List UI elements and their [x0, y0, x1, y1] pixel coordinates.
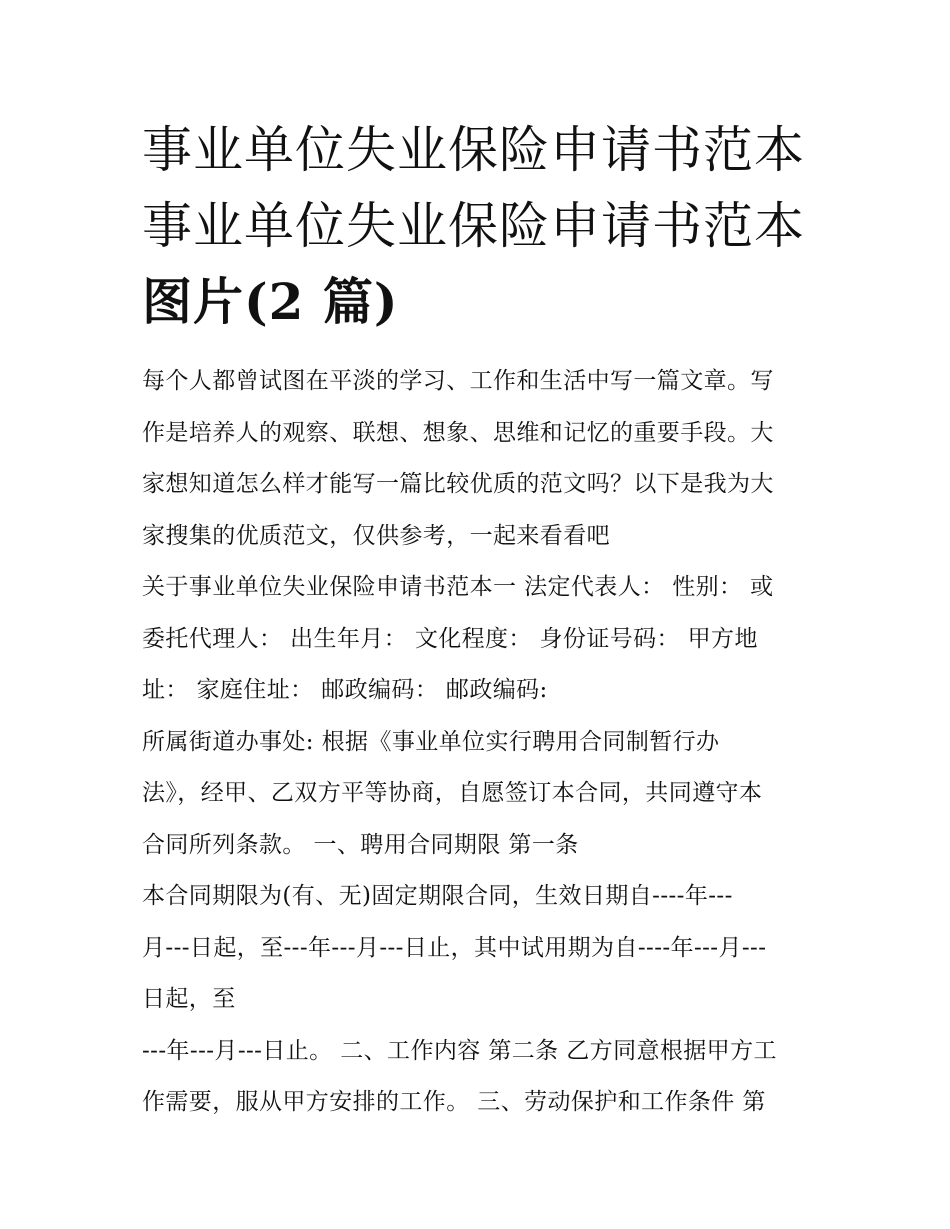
body-line: 法》，经甲、乙双方平等协商，自愿签订本合同，共同遵守本 — [142, 780, 763, 806]
body-line: 日起，至 — [142, 986, 236, 1012]
body-line: 所属街道办事处: 根据《事业单位实行聘用合同制暂行办 — [142, 728, 720, 755]
body-line: ---年---月---日止。 二、工作内容 第二条 乙方同意根据甲方工 — [142, 1037, 777, 1064]
body-line: 月---日起，至---年---月---日止，其中试用期为自----年---月--- — [142, 934, 767, 961]
body-line: 家搜集的优质范文，仅供参考，一起来看看吧 — [142, 522, 610, 549]
body-line: 合同所列条款。 一、聘用合同期限 第一条 — [142, 831, 579, 858]
body-line: 本合同期限为(有、无)固定期限合同，生效日期自----年--- — [142, 883, 733, 909]
body-line: 每个人都曾试图在平淡的学习、工作和生活中写一篇文章。写 — [142, 368, 774, 394]
body-line: 作是培养人的观察、联想、想象、思维和记忆的重要手段。大 — [142, 419, 774, 446]
body-line: 关于事业单位失业保险申请书范本一 法定代表人： 性别： 或 — [142, 574, 774, 600]
title-line-3: 图片(2 篇) — [142, 272, 399, 331]
title-line-1: 事业单位失业保险申请书范本 — [142, 121, 805, 179]
body-line: 址： 家庭住址： 邮政编码： 邮政编码: — [142, 677, 548, 703]
body-line: 作需要，服从甲方安排的工作。 三、劳动保护和工作条件 第 — [142, 1089, 766, 1115]
title-line-2: 事业单位失业保险申请书范本 — [142, 197, 805, 255]
body-line: 家想知道怎么样才能写一篇比较优质的范文吗？以下是我为大 — [142, 471, 774, 497]
document-title — [142, 112, 842, 340]
document-body — [142, 356, 832, 1129]
body-line: 委托代理人： 出生年月： 文化程度： 身份证号码： 甲方地 — [142, 625, 758, 652]
